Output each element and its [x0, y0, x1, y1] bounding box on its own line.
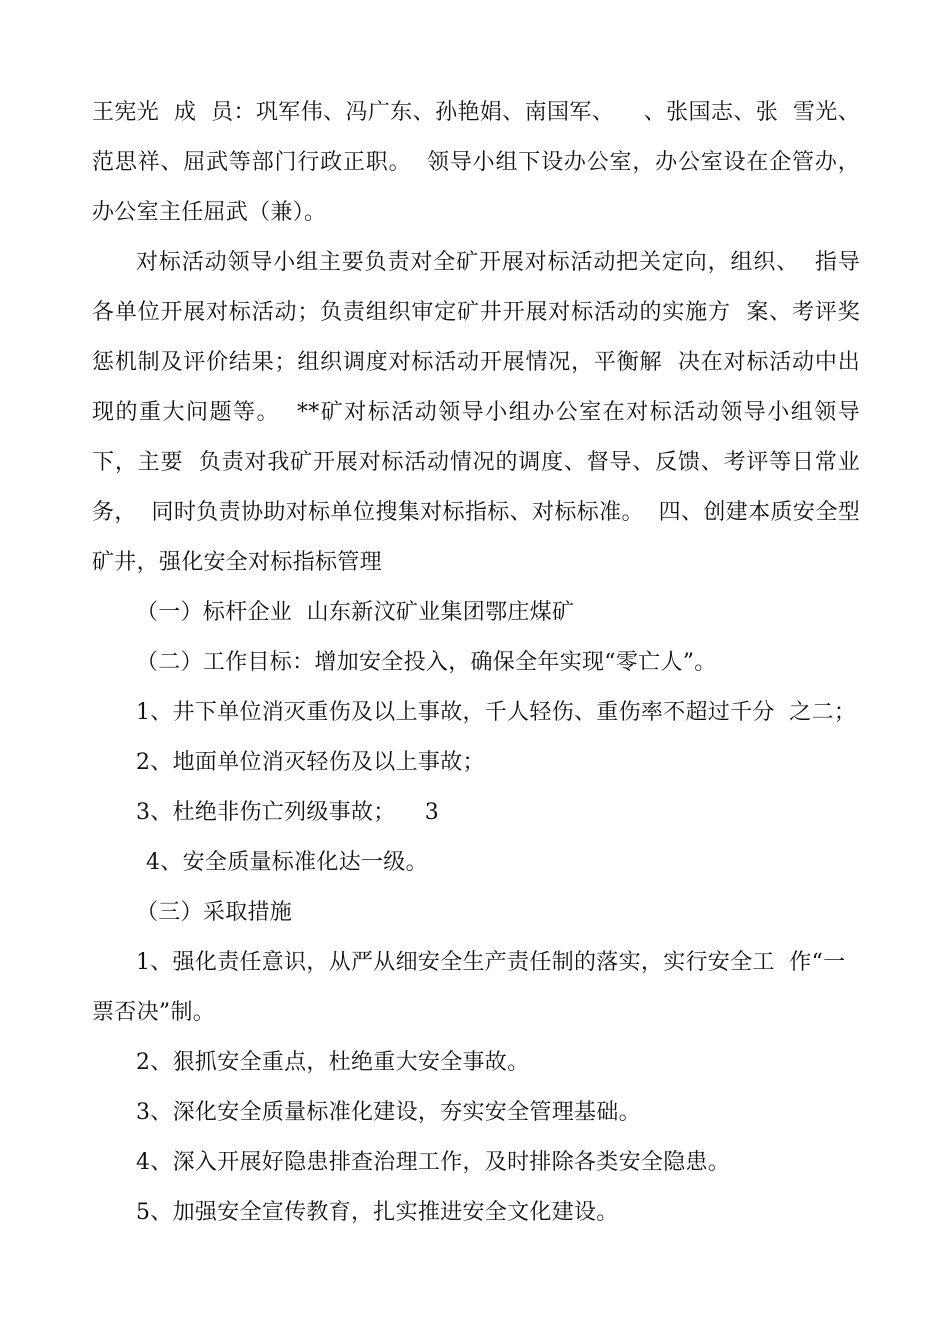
list-item-measure-1: 1、强化责任意识，从严从细安全生产责任制的落实，实行安全工 作“一票否决”制。 [92, 950, 846, 1025]
heading-work-goal: （二）工作目标：增加安全投入，确保全年实现“零亡人”。 [136, 650, 717, 675]
heading-benchmark-enterprise: （一）标杆企业 山东新汶矿业集团鄂庄煤矿 [136, 600, 575, 625]
list-item-goal-4: 4、安全质量标准化达一级。 [146, 850, 428, 875]
paragraph-leadership-duties: 对标活动领导小组主要负责对全矿开展对标活动把关定向，组织、 指导各单位开展对标活动；负责组织审定矿井开展对标活动的实施方 案、考评奖惩机制及评价结果；组织调度对标活动开展情况，平衡解 决在对标活动中出现的重大问题等。 **矿对标活动领导小组办公室在对标活动领导小组领导下，主要 负责对我矿开展对标活动情况的调度、督导、反馈、考评等日常业务， 同时负责协助对标单位搜集对标指标、对标标准。 四、创建本质安全型矿井，强化安全对标指标管理 [92, 250, 860, 575]
list-item-measure-5: 5、加强安全宣传教育，扎实推进安全文化建设。 [136, 1200, 619, 1225]
list-item-goal-3: 3、杜绝非伤亡列级事故； 3 [136, 800, 440, 825]
list-item-measure-2: 2、狠抓安全重点，杜绝重大安全事故。 [136, 1050, 530, 1075]
document-page [92, 88, 860, 1238]
paragraph-leadership-members: 王宪光 成 员：巩军伟、冯广东、孙艳娟、南国军、 、张国志、张 雪光、范思祥、屈武等部门行政正职。 领导小组下设办公室，办公室设在企管办，办公室主任屈武（兼）。 [92, 100, 860, 225]
list-item-goal-1: 1、井下单位消灭重伤及以上事故，千人轻伤、重伤率不超过千分 之二； [136, 700, 857, 725]
list-item-measure-3: 3、深化安全质量标准化建设，夯实安全管理基础。 [136, 1100, 641, 1125]
list-item-goal-2: 2、地面单位消灭轻伤及以上事故； [136, 750, 485, 775]
list-item-measure-4: 4、深入开展好隐患排查治理工作，及时排除各类安全隐患。 [136, 1150, 731, 1175]
heading-measures: （三）采取措施 [136, 900, 293, 925]
